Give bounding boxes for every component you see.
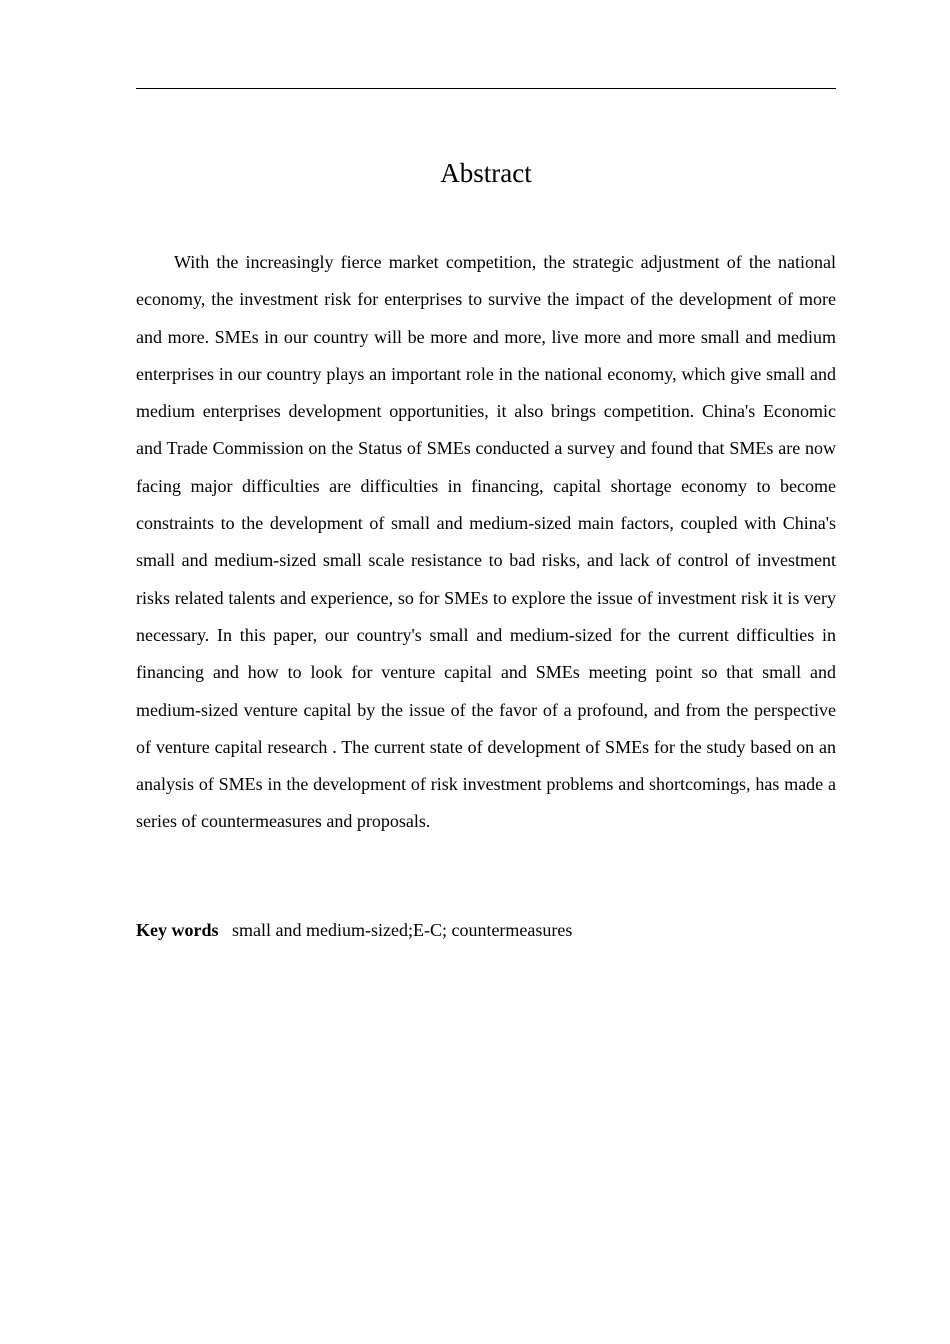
- keywords-line: [136, 914, 836, 946]
- abstract-body: With the increasingly fierce market competition, the strategic adjustment of the national economy, the investment risk for enterprises to survive the impact of the development of more and more. SMEs in our country will be more and more, live more and more small and medium enterprises in our country plays an important role in the national economy, which give small and medium enterprises development opportunities, it also brings competition. China's Economic and Trade Commission on the Status of SMEs conducted a survey and found that SMEs are now facing major difficulties are difficulties in financing, capital shortage economy to become constraints to the development of small and medium-sized main factors, coupled with China's small and medium-sized small scale resistance to bad risks, and lack of control of investment risks related talents and experience, so for SMEs to explore the issue of investment risk it is very necessary. In this paper, our country's small and medium-sized for the current difficulties in financing and how to look for venture capital and SMEs meeting point so that small and medium-sized venture capital by the issue of the favor of a profound, and from the perspective of venture capital research . The current state of development of SMEs for the study based on an analysis of SMEs in the development of risk investment problems and shortcomings, has made a series of countermeasures and proposals.: [136, 252, 836, 832]
- page-title: Abstract: [440, 158, 532, 188]
- keywords-value: small and medium-sized;E-C; countermeasures: [232, 920, 573, 940]
- header-rule: [136, 88, 836, 89]
- keywords-label: Key words: [136, 920, 219, 940]
